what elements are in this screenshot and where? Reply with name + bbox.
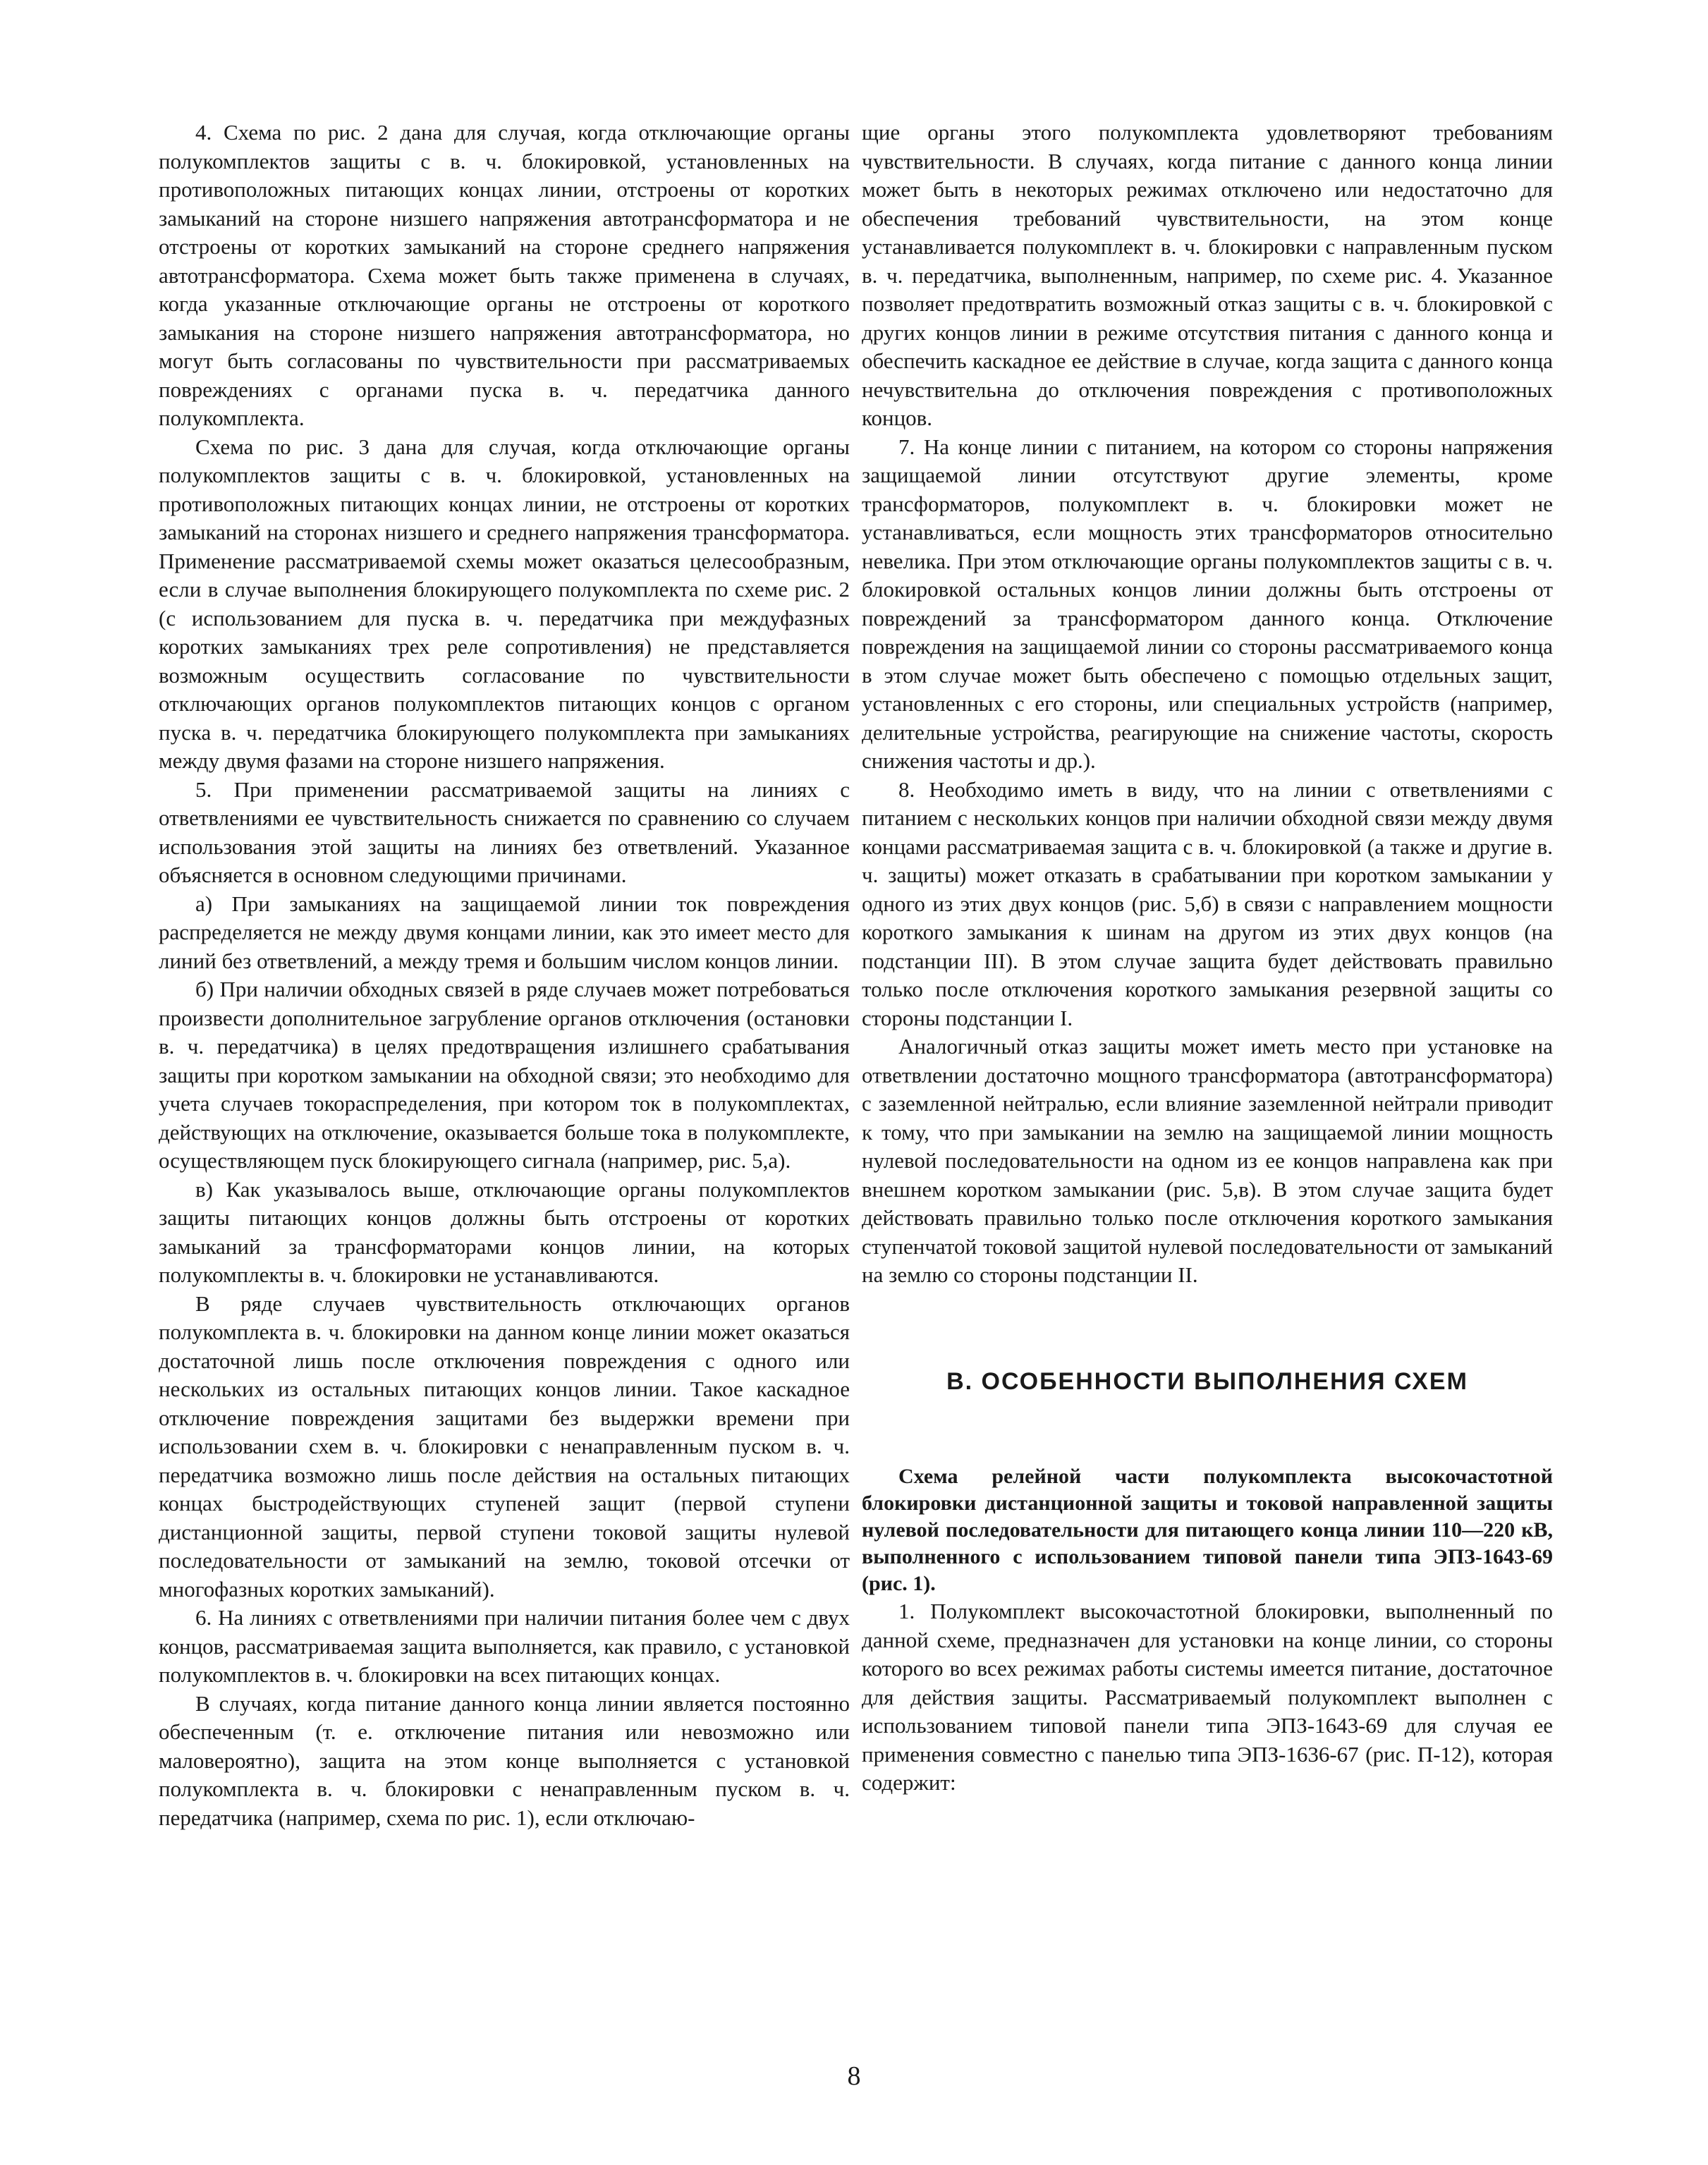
section-subtitle: Схема релейной части полукомплекта высокочастотной блокировки дистанционной защиты и токовой направленной защиты нулевой последовательности для питающего конца линии 110—220 кВ, выполненного с использованием типовой панели типа ЭПЗ-1643-69 (рис. 1). [862,1465,1553,1595]
paragraph-item-5: 5. При применении рассматриваемой защиты на линиях с ответвлениями ее чувствительность снижается по сравнению со случаем использования этой защиты на линиях без ответвлений. Указанное объясняется в основном следующими причинами. [159,776,850,887]
paragraph-item-4: 4. Схема по рис. 2 дана для случая, когда отключающие органы полукомплектов защиты с в. ч. блокировкой, установленных на противоположных питающих концах линии, отстроены от коротких замыканий на стороне низшего напряжения автотрансформатора и не отстроены от коротких замыканий на стороне среднего напряжения автотрансформатора. Схема может быть также применена в случаях, когда указанные отключающие органы не отстроены от короткого замыкания на стороне низшего напряжения автотрансформатора, но могут быть согласованы по чувствительности при рассматриваемых повреждениях с органами пуска в. ч. передатчика данного полукомплекта. [159,120,850,430]
section-paragraph: 1. Полукомплект высокочастотной блокировки, выполненный по данной схеме, предназначен для установки на конце линии, со стороны которого во всех режимах работы системы имеется питание, достаточное для действия защиты. Рассматриваемый полукомплект выполнен с использованием типовой панели типа ЭПЗ-1643-69 для случая ее применения совместно с панелью типа ЭПЗ-1636-67 (рис. П-12), которая содержит: [862,1599,1553,1795]
page-number: 8 [847,2061,861,2091]
left-column [159,118,850,1832]
paragraph-item-6: 6. На линиях с ответвлениями при наличии питания более чем с двух концов, рассматриваемая защита выполняется, как правило, с установкой полукомплектов в. ч. блокировки на всех питающих концах. [159,1605,850,1687]
paragraph-continuation: щие органы этого полукомплекта удовлетворяют требованиям чувствительности. В случаях, когда питание с данного конца линии может быть в некоторых режимах отключено или недостаточно для обеспечения требований чувствительности, на этом конце устанавливается полукомплект в. ч. блокировки с направленным пуском в. ч. передатчика, выполненным, например, по схеме рис. 4. Указанное позволяет предотвратить возможный отказ защиты с в. ч. блокировкой с других концов линии в режиме отсутствия питания с данного конца и обеспечить каскадное ее действие в случае, когда защита с данного конца нечувствительна до отключения повреждения с противоположных концов. [862,120,1553,430]
paragraph-item-7: 7. На конце линии с питанием, на котором со стороны напряжения защищаемой линии отсутствуют другие элементы, кроме трансформаторов, полукомплект в. ч. блокировки может не устанавливаться, если мощность этих трансформаторов относительно невелика. При этом отключающие органы полукомплектов защиты с в. ч. блокировкой остальных концов линии должны быть отстроены от повреждений за трансформатором данного конца. Отключение повреждения на защищаемой линии со стороны рассматриваемого конца в этом случае может быть обеспечено с помощью отдельных защит, установленных с его стороны, или специальных устройств (например, делительные устройства, реагирующие на снижение частоты, скорость снижения частоты и др.). [862,434,1553,773]
paragraph-fig3: Схема по рис. 3 дана для случая, когда отключающие органы полукомплектов защиты с в. ч. блокировкой, установленных на противоположных питающих концах линии, не отстроены от коротких замыканий на сторонах низшего и среднего напряжения трансформатора. Применение рассматриваемой схемы может оказаться целесообразным, если в случае выполнения блокирующего полукомплекта по схеме рис. 2 (с использованием для пуска в. ч. передатчика при междуфазных коротких замыканиях трех реле сопротивления) не представляется возможным осуществить согласование по чувствительности отключающих органов полукомплектов питающих концов с органом пуска в. ч. передатчика блокирующего полукомплекта при замыканиях между двумя фазами на стороне низшего напряжения. [159,434,850,773]
paragraph-power-supply: В случаях, когда питание данного конца линии является постоянно обеспеченным (т. е. отключение питания или невозможно или маловероятно), защита на этом конце выполняется с установкой полукомплекта в. ч. блокировки с ненаправленным пуском в. ч. передатчика (например, схема по рис. 1), если отключаю- [159,1690,850,1830]
paragraph-sub-a: а) При замыканиях на защищаемой линии ток повреждения распределяется не между двумя концами линии, как это имеет место для линий без ответвлений, а между тремя и большим числом концов линии. [159,891,850,973]
paragraph-similar-failure: Аналогичный отказ защиты может иметь место при установке на ответвлении достаточно мощного трансформатора (автотрансформатора) с заземленной нейтралью, если влияние заземленной нейтрали приводит к тому, что при замыкании на землю на защищаемой линии мощность нулевой последовательности на одном из ее концов направлена как при внешнем коротком замыкании (рис. 5,в). В этом случае защита будет действовать правильно только после отключения короткого замыкания ступенчатой токовой защитой нулевой последовательности от замыканий на землю со стороны подстанции II. [862,1034,1553,1287]
paragraph-sub-v: в) Как указывалось выше, отключающие органы полукомплектов защиты питающих концов должны быть отстроены от коротких замыканий за трансформаторами концов линии, на которых полукомплекты в. ч. блокировки не устанавливаются. [159,1176,850,1287]
paragraph-sub-b: б) При наличии обходных связей в ряде случаев может потребоваться произвести дополнительное загрубление органов отключения (остановки в. ч. передатчика) в целях предотвращения излишнего срабатывания защиты при коротком замыкании на обходной связи; это необходимо для учета случаев токораспределения, при котором ток в полукомплектах, действующих на отключение, оказывается больше тока в полукомплекте, осуществляющем пуск блокирующего сигнала (например, рис. 5,а). [159,977,850,1173]
right-column [862,118,1553,1798]
paragraph-sensitivity: В ряде случаев чувствительность отключающих органов полукомплекта в. ч. блокировки на данном конце линии может оказаться достаточной лишь после отключения повреждения с одного или нескольких из остальных питающих концов линии. Такое каскадное отключение повреждения защитами без выдержки времени при использовании схем в. ч. блокировки с ненаправленным пуском в. ч. передатчика возможно лишь после действия на остальных питающих концах быстродействующих ступеней защит (первой ступени дистанционной защиты, первой ступени токовой защиты нулевой последовательности от замыканий на землю, токовой отсечки от многофазных коротких замыканий). [159,1291,850,1602]
section-heading: В. ОСОБЕННОСТИ ВЫПОЛНЕНИЯ СХЕМ [946,1367,1468,1395]
paragraph-item-8: 8. Необходимо иметь в виду, что на линии с ответвлениями с питанием с нескольких концов при наличии обходной связи между двумя концами рассматриваемая защита с в. ч. блокировкой (а также и другие в. ч. защиты) может отказать в срабатывании при коротком замыкании у одного из этих двух концов (рис. 5,б) в связи с направлением мощности короткого замыкания к шинам на другом из этих двух концов (на подстанции III). В этом случае защита будет действовать правильно только после отключения короткого замыкания резервной защиты со стороны подстанции I. [862,776,1553,1030]
